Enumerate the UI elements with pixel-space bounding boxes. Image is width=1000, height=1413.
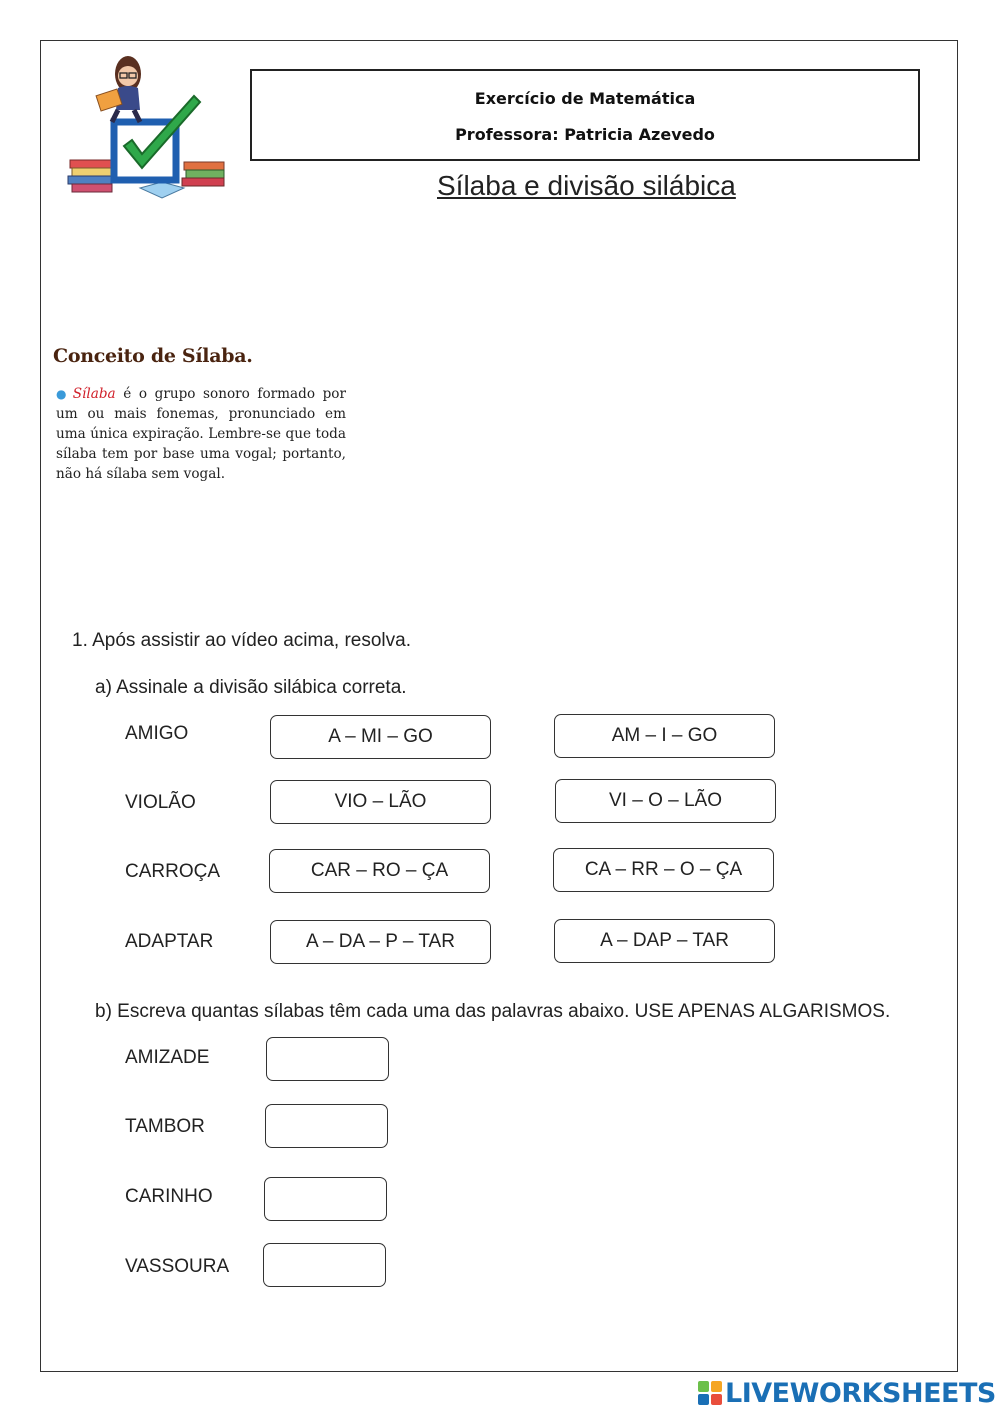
bullet-icon: ● [56, 387, 70, 401]
option-violao-1[interactable]: VIO – LÃO [270, 780, 491, 824]
header-teacher: Professora: Patricia Azevedo [455, 125, 715, 144]
word-carroca: CARROÇA [125, 861, 221, 882]
liveworksheets-brand [698, 1378, 996, 1408]
word-amizade: AMIZADE [125, 1047, 210, 1068]
answer-input-vassoura[interactable] [263, 1243, 386, 1287]
question-1: 1. Após assistir ao vídeo acima, resolva. [72, 630, 411, 651]
page-border [40, 40, 958, 1372]
concept-term: Sílaba [72, 386, 116, 402]
word-carinho: CARINHO [125, 1186, 213, 1207]
concept-definition [56, 384, 346, 484]
part-a-prompt: a) Assinale a divisão silábica correta. [95, 677, 407, 698]
answer-input-tambor[interactable] [265, 1104, 388, 1148]
brand-text: LIVEWORKSHEETS [725, 1377, 996, 1409]
word-violao: VIOLÃO [125, 792, 196, 813]
page-title: Sílaba e divisão silábica [437, 170, 736, 201]
option-carroca-2[interactable]: CA – RR – O – ÇA [553, 848, 774, 892]
header-subject: Exercício de Matemática [474, 89, 696, 108]
word-tambor: TAMBOR [125, 1116, 205, 1137]
option-adaptar-1[interactable]: A – DA – P – TAR [270, 920, 491, 964]
option-adaptar-2[interactable]: A – DAP – TAR [554, 919, 775, 963]
option-violao-2[interactable]: VI – O – LÃO [555, 779, 776, 823]
concept-body: é o grupo sonoro formado por um ou mais fonemas, pronunciado em uma única expiração. Lembre-se que toda sílaba tem por base uma vogal; portanto, não há sílaba sem vogal. [56, 386, 346, 482]
teacher-checkmark-logo [62, 48, 232, 206]
word-adaptar: ADAPTAR [125, 931, 214, 952]
option-carroca-1[interactable]: CAR – RO – ÇA [269, 849, 490, 893]
part-b-prompt: b) Escreva quantas sílabas têm cada uma das palavras abaixo. USE APENAS ALGARISMOS. [95, 1001, 891, 1022]
option-amigo-1[interactable]: A – MI – GO [270, 715, 491, 759]
concept-title: Conceito de Sílaba. [53, 345, 253, 367]
word-amigo: AMIGO [125, 723, 189, 744]
liveworksheets-logo-icon [698, 1381, 722, 1405]
header-box [250, 69, 920, 161]
answer-input-carinho[interactable] [264, 1177, 387, 1221]
option-amigo-2[interactable]: AM – I – GO [554, 714, 775, 758]
answer-input-amizade[interactable] [266, 1037, 389, 1081]
word-vassoura: VASSOURA [125, 1256, 230, 1277]
